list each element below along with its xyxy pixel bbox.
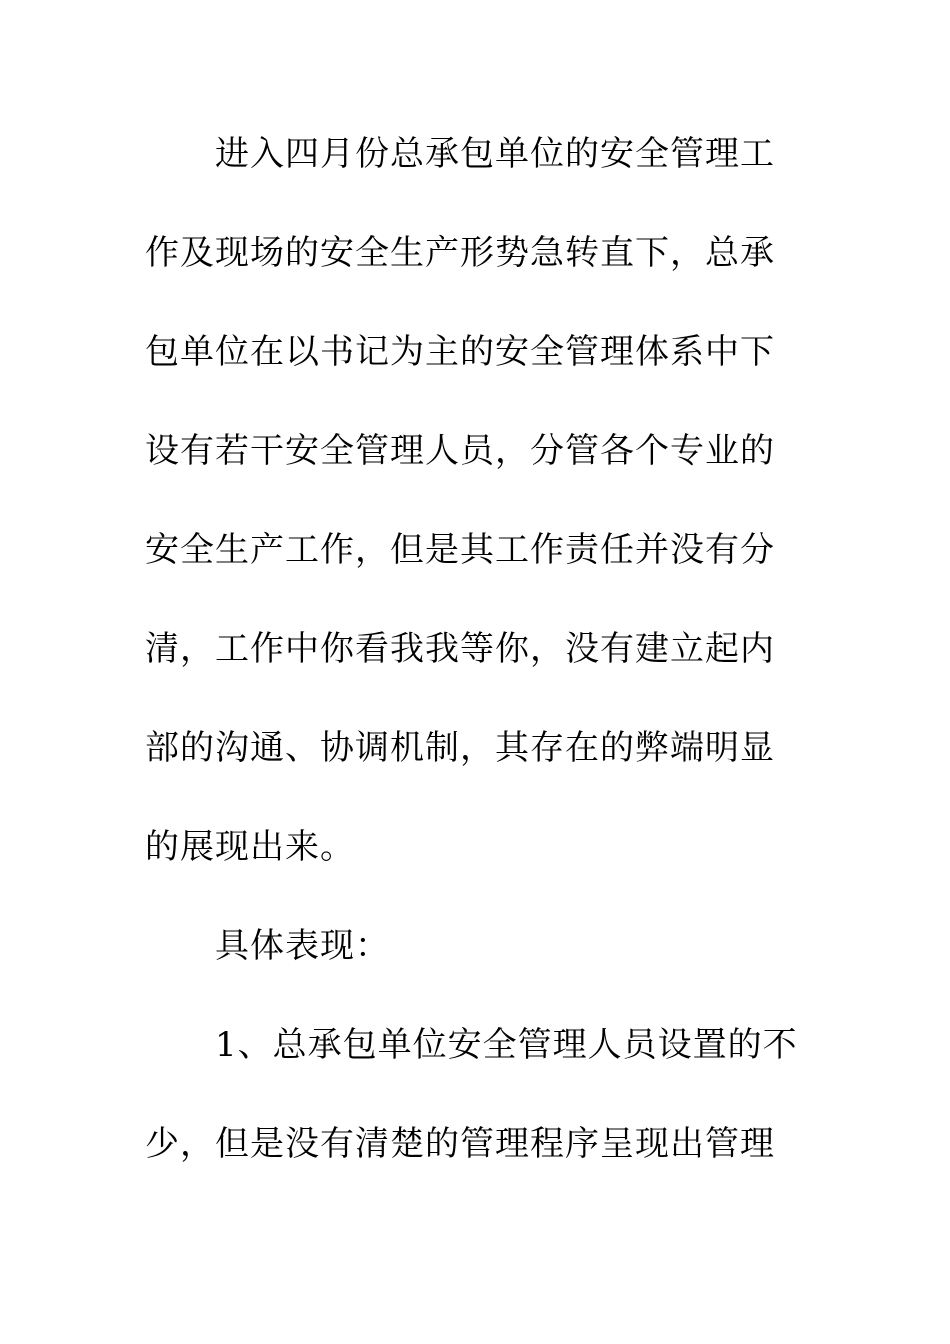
paragraph-1-line-4: 设有若干安全管理人员，分管各个专业的 (145, 431, 775, 471)
paragraph-1-line-1: 进入四月份总承包单位的安全管理工 (215, 134, 775, 174)
paragraph-2-heading: 具体表现： (215, 926, 390, 966)
paragraph-1-line-2: 作及现场的安全生产形势急转直下，总承 (145, 233, 775, 273)
paragraph-1-line-8: 的展现出来。 (145, 827, 355, 867)
paragraph-3-line-2: 少，但是没有清楚的管理程序呈现出管理 (145, 1124, 775, 1164)
paragraph-1-line-5: 安全生产工作，但是其工作责任并没有分 (145, 530, 775, 570)
document-body (145, 124, 805, 1213)
paragraph-3-line-1: 1、总承包单位安全管理人员设置的不 (215, 1025, 798, 1065)
paragraph-1-line-6: 清，工作中你看我我等你，没有建立起内 (145, 629, 775, 669)
paragraph-1-line-7: 部的沟通、协调机制，其存在的弊端明显 (145, 728, 775, 768)
paragraph-1-line-3: 包单位在以书记为主的安全管理体系中下 (145, 332, 775, 372)
